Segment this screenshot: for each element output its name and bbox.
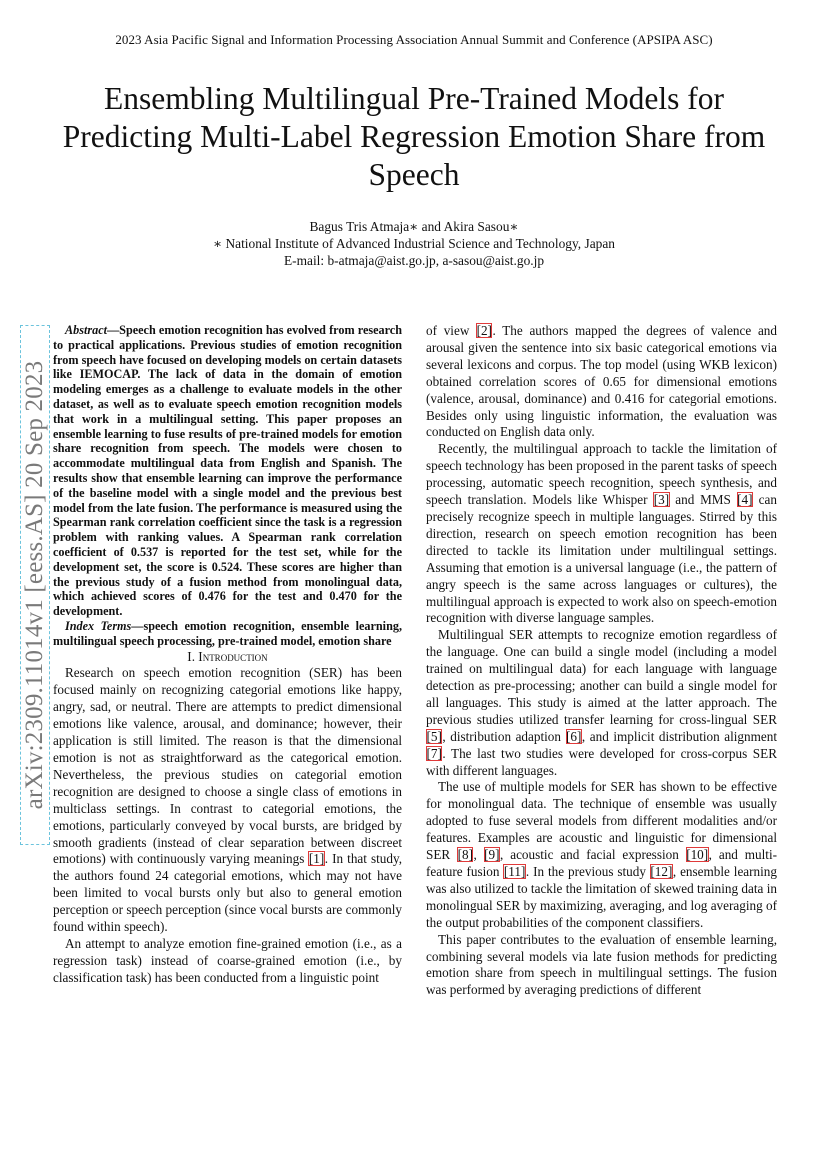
- citation-link[interactable]: [10]: [686, 847, 709, 863]
- citation-link[interactable]: [2]: [476, 323, 492, 338]
- citation-link[interactable]: [11]: [503, 864, 526, 879]
- conference-header: 2023 Asia Pacific Signal and Information Processing Association Annual Summit and Conference (APSIPA ASC): [115, 32, 713, 47]
- left-column: [53, 323, 402, 987]
- intro-paragraph-3: Recently, the multilingual approach to tackle the limitation of speech technology has been proposed in the parent tasks of speech processing, automatic speech recognition, speech synthesis, and speech translation. Models like Whisper [3] and MMS [4] can precisely recognize speech in multiple languages. Stirred by this direction, research on speech emotion recognition has been directed to tackle its limitation under multilingual settings. Assuming that emotion is a universal language (i.e., the pattern of angry speech is the same across languages or cultures), the multilingual approach is expected to work also on speech-emotion recognition with diverse language samples.: [426, 441, 777, 626]
- arxiv-stamp[interactable]: [20, 325, 50, 845]
- abstract: [53, 323, 402, 649]
- arxiv-stamp-text: arXiv:2309.11014v1 [eess.AS] 20 Sep 2023: [21, 360, 48, 810]
- author-block: [0, 218, 828, 269]
- citation-link[interactable]: [3]: [653, 492, 670, 508]
- citation-link[interactable]: [5]: [426, 728, 442, 744]
- citation-link[interactable]: [9]: [484, 847, 500, 863]
- abstract-label: Abstract: [65, 323, 107, 337]
- index-terms-text: —speech emotion recognition, ensemble learning, multilingual speech processing, pre-trained model, emotion share: [53, 618, 402, 648]
- paper-title: Ensembling Multilingual Pre-Trained Models for Predicting Multi-Label Regression Emotion Share from Speech: [62, 81, 766, 192]
- intro-paragraph-2-cont: of view [2]. The authors mapped the degrees of valence and arousal given the sentence into six basic categorical emotions via several lexicons and corpus. The top model (using WKB lexicon) obtained correlation scores of 0.65 for dimensional emotions (valence, arousal, dominance) and 0.416 for categorial emotions. Besides only using linguistic information, the evaluation was conducted on English data only.: [426, 323, 777, 440]
- citation-link[interactable]: [1]: [308, 851, 325, 867]
- citation-link[interactable]: [7]: [426, 745, 442, 761]
- intro-paragraph-4: Multilingual SER attempts to recognize emotion regardless of the language. One can build a single model (including a model trained on multilingual data) for each language with language detection as pre-processing; another can build a single model for all languages. This study is aimed at the latter approach. The previous studies utilized transfer learning for cross-lingual SER [5], distribution adaption [6], and implicit distribution alignment [7]. The last two studies were developed for cross-corpus SER with different languages.: [426, 627, 777, 778]
- intro-paragraph-6: This paper contributes to the evaluation of ensemble learning, combining several models via late fusion methods for predicting emotion share from speech in multilingual settings. The fusion was performed by averaging predictions of different: [426, 931, 777, 998]
- author-affiliation: ∗ National Institute of Advanced Industrial Science and Technology, Japan: [213, 236, 615, 251]
- section-heading: I. Introduction: [187, 648, 268, 664]
- intro-paragraph-5: The use of multiple models for SER has shown to be effective for monolingual data. The technique of ensemble was usually adopted to fuse several models from different modalities and/or features. Examples are acoustic and linguistic for dimensional SER [8], [9], acoustic and facial expression [10], and multi-feature fusion [11]. In the previous study [12], ensemble learning was also utilized to tackle the limitation of skewed training data in monolingual SER by maximizing, averaging, and log averaging of the output probabilities of the component classifiers.: [426, 779, 778, 930]
- citation-link[interactable]: [12]: [650, 864, 673, 879]
- citation-link[interactable]: [6]: [566, 728, 582, 744]
- right-column: [426, 323, 777, 999]
- citation-link[interactable]: [8]: [457, 847, 473, 863]
- author-names: Bagus Tris Atmaja∗ and Akira Sasou∗: [309, 219, 519, 234]
- abstract-text: —Speech emotion recognition has evolved from research to practical applications. Previous studies of emotion recognition from speech have focused on developing models on certain datasets like IEMOCAP. The lack of data in the domain of emotion modeling emerges as a challenge to evaluate models in the other dataset, as well as to evaluate speech emotion recognition models that work in a multilingual setting. This paper proposes an ensemble learning to fuse results of pre-trained models for emotion share recognition from speech. The models were chosen to accommodate multilingual data from English and Spanish. The results show that ensemble learning can improve the performance of the baseline model with a single model and the previous best model from the late fusion. The performance is measured using the Spearman rank correlation coefficient since the task is a regression problem with ranking values. A Spearman rank correlation coefficient of 0.537 is reported for the test set, while for the development set, the score is 0.524. These scores are higher than the previous study of a fusion method from monolingual data, which achieved scores of 0.476 for the test and 0.470 for the development.: [53, 323, 402, 619]
- index-terms-label: Index Terms: [65, 618, 132, 633]
- citation-link[interactable]: [4]: [737, 492, 753, 508]
- intro-paragraph-2: An attempt to analyze emotion fine-grained emotion (i.e., as a regression task) instead of coarse-grained emotion (i.e., by classification task) has been conducted from a linguistic point: [53, 935, 402, 985]
- intro-paragraph-1: Research on speech emotion recognition (SER) has been focused mainly on recognizing categorial emotions like happy, angry, sad, or neutral. There are attempts to predict dimensional emotions like valence, arousal, and dominance; however, their application is still limited. The reason is that the dimensional emotion is not as straightforward as the categorical emotion. Nevertheless, the previous studies on categorial emotion recognition are designed to choose a single class of emotions in multiclass settings. In contrast to categorial emotions, the emotions, particularly conveyed by vocal bursts, are bridged by smooth gradients (instead of clear separation between discreet emotions) with continuously varying meanings [1]. In that study, the authors found 24 categorial emotions, which may not have been limited to vocal bursts only but also to general emotion perception or speech perception (since vocal bursts are commonly found within speech).: [53, 665, 402, 935]
- author-email: E-mail: b-atmaja@aist.go.jp, a-sasou@aist.go.jp: [283, 253, 545, 268]
